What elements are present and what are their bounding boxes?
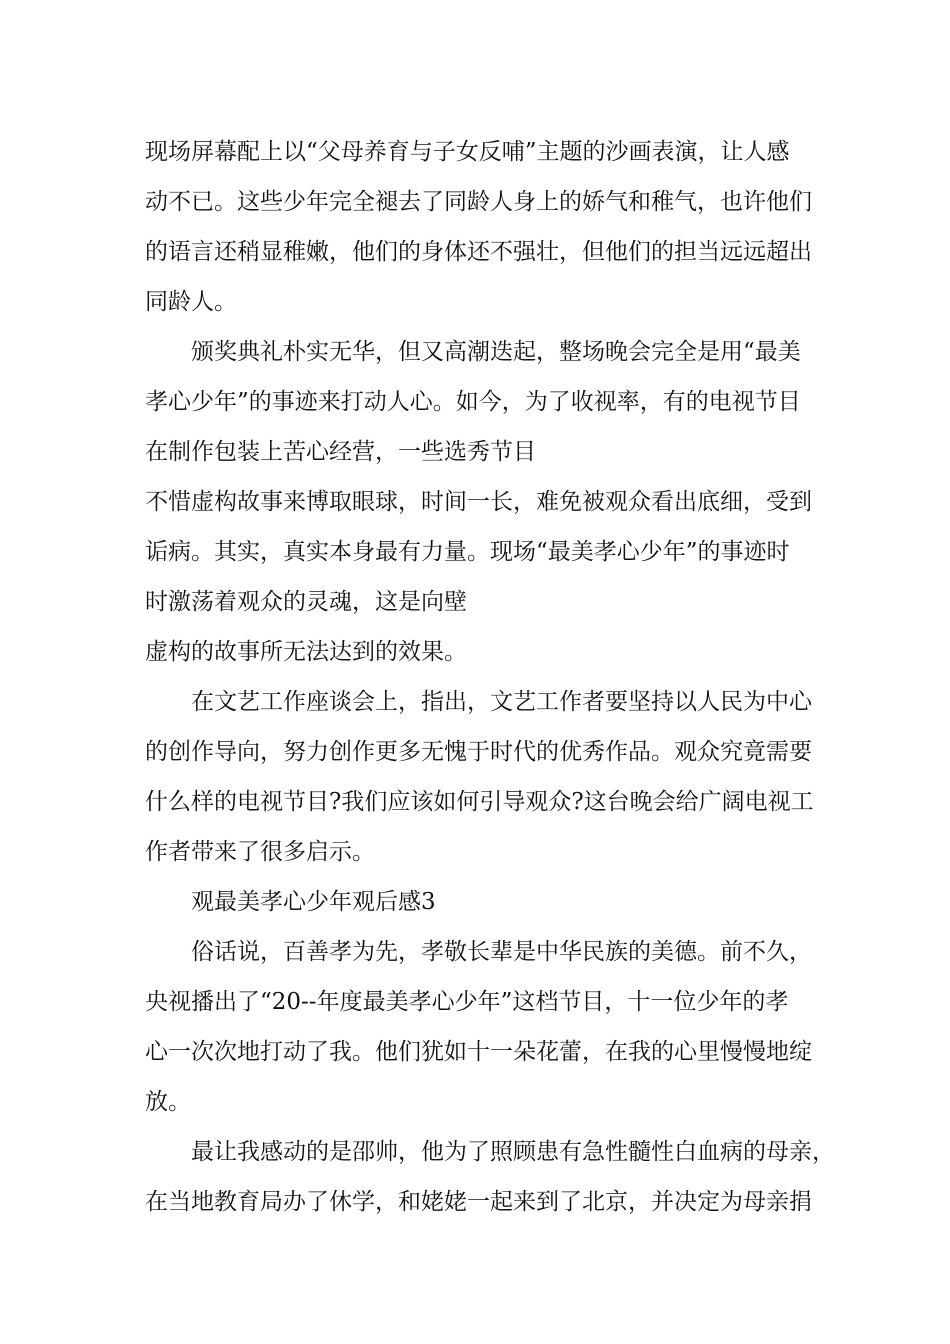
text-line: 的创作导向，努力创作更多无愧于时代的优秀作品。观众究竟需要 — [145, 739, 812, 765]
text-line: 作者带来了很多启示。 — [145, 839, 375, 865]
text-line: 孝心少年”的事迹来打动人心。如今，为了收视率，有的电视节目 — [145, 389, 801, 415]
text-line: 放。 — [145, 1089, 191, 1115]
text-line: 诟病。其实，真实本身最有力量。现场“最美孝心少年”的事迹时 — [145, 539, 790, 565]
text-line: 动不已。这些少年完全褪去了同龄人身上的娇气和稚气，也许他们 — [145, 189, 812, 215]
text-line: 时激荡着观众的灵魂，这是向壁 — [145, 589, 467, 615]
text-line: 虚构的故事所无法达到的效果。 — [145, 639, 467, 665]
section-heading: 观最美孝心少年观后感3 — [191, 889, 436, 915]
text-line: 不惜虚构故事来博取眼球，时间一长，难免被观众看出底细，受到 — [145, 489, 812, 515]
text-line: 同龄人。 — [145, 289, 237, 315]
text-line: 颁奖典礼朴实无华，但又高潮迭起，整场晚会完全是用“最美 — [191, 339, 801, 365]
text-line: 现场屏幕配上以“父母养育与子女反哺”主题的沙画表演，让人感 — [145, 139, 790, 165]
text-line: 在当地教育局办了休学，和姥姥一起来到了北京，并决定为母亲捐 — [145, 1189, 812, 1215]
text-line: 什么样的电视节目?我们应该如何引导观众?这台晚会给广阔电视工 — [145, 789, 814, 815]
text-line: 在制作包装上苦心经营，一些选秀节目 — [145, 439, 536, 465]
text-line: 最让我感动的是邵帅，他为了照顾患有急性髓性白血病的母亲， — [191, 1139, 835, 1165]
text-line: 央视播出了“20--年度最美孝心少年”这档节目，十一位少年的孝 — [145, 989, 789, 1015]
text-line: 在文艺工作座谈会上，指出，文艺工作者要坚持以人民为中心 — [191, 689, 812, 715]
text-line: 俗话说，百善孝为先，孝敬长辈是中华民族的美德。前不久， — [191, 939, 812, 965]
text-line: 的语言还稍显稚嫩，他们的身体还不强壮，但他们的担当远远超出 — [145, 239, 812, 265]
text-line: 心一次次地打动了我。他们犹如十一朵花蕾，在我的心里慢慢地绽 — [145, 1039, 812, 1065]
